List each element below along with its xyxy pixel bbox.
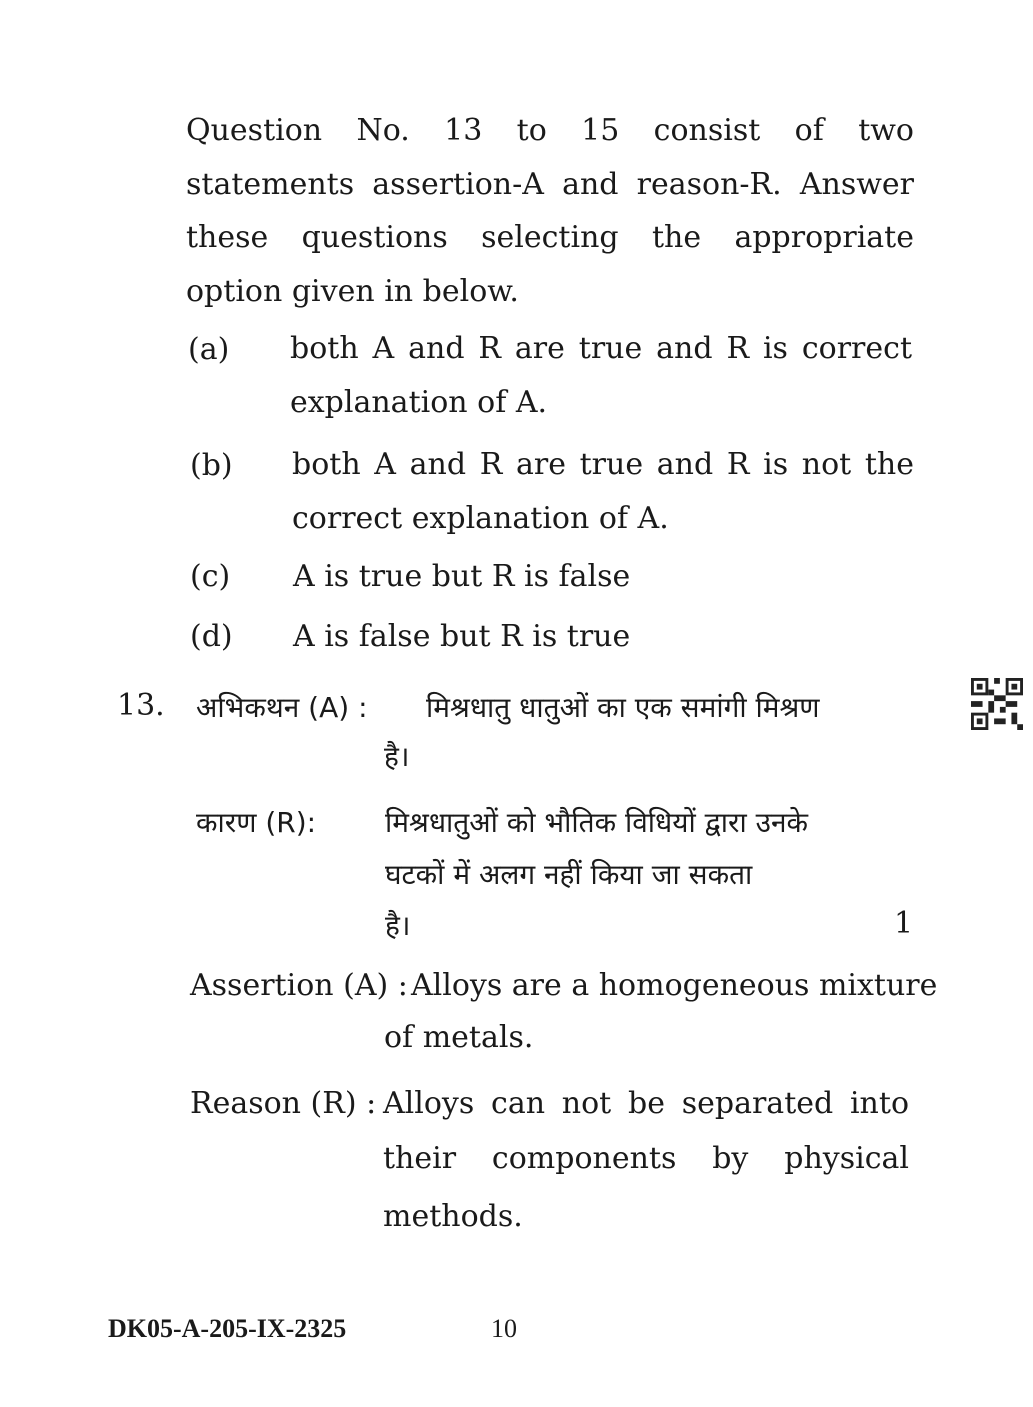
assertion-line2: of metals. bbox=[384, 1020, 534, 1055]
reason-line3: methods. bbox=[383, 1199, 523, 1234]
option-label-d: (d) bbox=[190, 619, 233, 654]
qr-code-icon bbox=[970, 678, 1024, 730]
reason-line2: their components by physical bbox=[383, 1141, 909, 1176]
option-text-b: both A and R are true and R is not the correct explanation of A. bbox=[292, 447, 914, 536]
marks: 1 bbox=[894, 906, 914, 941]
hindi-assertion-label: अभिकथन (A) : bbox=[196, 691, 368, 724]
hindi-reason-line3: है। bbox=[385, 909, 411, 942]
instructions-paragraph: Question No. 13 to 15 consist of two statements assertion-A and reason-R. Answer these questions selecting the appropriate option given in below. bbox=[186, 113, 914, 309]
question-number: 13. bbox=[117, 688, 165, 723]
hindi-assertion-line1: मिश्रधातु धातुओं का एक समांगी मिश्रण bbox=[426, 691, 820, 724]
option-text-d: A is false but R is true bbox=[293, 619, 631, 654]
hindi-assertion-line2: है। bbox=[384, 740, 410, 773]
option-label-a: (a) bbox=[188, 332, 230, 367]
assertion-label: Assertion (A) : bbox=[190, 968, 408, 1003]
hindi-reason-line2: घटकों में अलग नहीं किया जा सकता bbox=[385, 858, 753, 891]
page-number: 10 bbox=[491, 1314, 517, 1343]
hindi-reason-line1: मिश्रधातुओं को भौतिक विधियों द्वारा उनके bbox=[385, 806, 809, 839]
option-label-b: (b) bbox=[190, 448, 233, 483]
reason-label: Reason (R) : bbox=[190, 1086, 377, 1121]
hindi-reason-label: कारण (R): bbox=[196, 806, 317, 839]
option-text-c: A is true but R is false bbox=[293, 559, 631, 594]
paper-code: DK05-A-205-IX-2325 bbox=[108, 1314, 347, 1343]
reason-line1: Alloys can not be separated into bbox=[383, 1086, 909, 1121]
assertion-line1: Alloys are a homogeneous mixture bbox=[411, 968, 938, 1003]
option-label-c: (c) bbox=[190, 559, 231, 594]
option-text-a: both A and R are true and R is correct explanation of A. bbox=[290, 331, 912, 420]
